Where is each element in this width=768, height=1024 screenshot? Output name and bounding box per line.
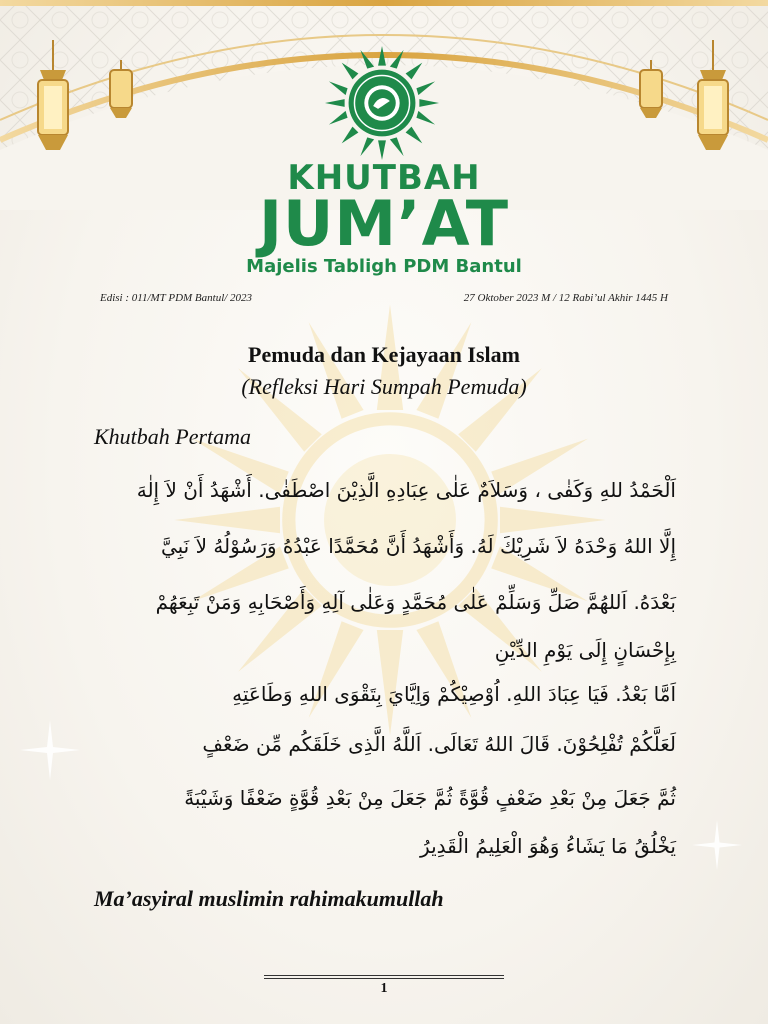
arabic-line: ثُمَّ جَعَلَ مِنْ بَعْدِ ضَعْفٍ قُوَّةً ثُمَّ جَعَلَ مِنْ بَعْدِ قُوَّةٍ ضَعْفًا وَشَيْبَةً xyxy=(184,786,676,810)
lantern-icon xyxy=(690,40,736,160)
lantern-icon xyxy=(30,40,76,160)
sparkle-icon xyxy=(692,820,742,870)
masthead-title-main: JUM’AT xyxy=(258,187,510,260)
section-heading: Khutbah Pertama xyxy=(94,424,252,449)
arabic-line: يَخْلُقُ مَا يَشَاءُ وَهُوَ الْعَلِيمُ الْقَدِيرُ xyxy=(420,834,676,858)
arabic-line: بِإِحْسَانٍ إِلَى يَوْمِ الدِّيْنِ xyxy=(494,638,676,662)
sermon-subtitle: (Refleksi Hari Sumpah Pemuda) xyxy=(241,374,527,399)
lantern-icon xyxy=(106,60,136,120)
arabic-line: إِلَّا اللهُ وَحْدَهُ لاَ شَرِيْكَ لَهُ. وَأَشْهَدُ أَنَّ مُحَمَّدًا عَبْدُهُ وَرَسُوْلُهُ لاَ نَبِيَّ xyxy=(160,534,676,558)
page-number: 1 xyxy=(380,981,388,996)
sparkle-icon xyxy=(20,720,80,780)
masthead-title-top: KHUTBAH xyxy=(287,158,481,198)
footer-divider xyxy=(264,975,504,976)
arabic-line: اَلْحَمْدُ للهِ وَكَفٰى ، وَسَلاَمٌ عَلٰى عِبَادِهِ الَّذِيْنَ اصْطَفٰى. أَشْهَدُ أَنْ لاَ إِلٰهَ xyxy=(136,478,676,502)
arabic-line: لَعَلَّكُمْ تُفْلِحُوْنَ. قَالَ اللهُ تَعَالَى. اَللَّهُ الَّذِى خَلَقَكُم مِّن ضَعْفٍ xyxy=(202,732,676,756)
closing-phrase: Ma’asyiral muslimin rahimakumullah xyxy=(94,886,444,911)
edition-label: Edisi : 011/MT PDM Bantul/ 2023 xyxy=(100,292,253,304)
arabic-line: بَعْدَهُ. اَللهُمَّ صَلِّ وَسَلِّمْ عَلٰى مُحَمَّدٍ وَعَلٰى آلِهِ وَأَصْحَابِهِ وَمَنْ تَبِعَهُمْ xyxy=(155,590,676,614)
organization-logo xyxy=(323,44,441,162)
date-label: 27 Oktober 2023 M / 12 Rabi’ul Akhir 1445 H xyxy=(463,292,668,304)
masthead-subtitle: Majelis Tabligh PDM Bantul xyxy=(246,256,522,277)
footer-divider xyxy=(264,978,504,979)
lantern-icon xyxy=(636,60,666,120)
arabic-line: اَمَّا بَعْدُ. فَيَا عِبَادَ اللهِ. اُوْصِيْكُمْ وَاِيَّايَ بِتَقْوَى اللهِ وَطَاعَتِهِ xyxy=(232,682,676,706)
sermon-title: Pemuda dan Kejayaan Islam xyxy=(248,342,520,367)
